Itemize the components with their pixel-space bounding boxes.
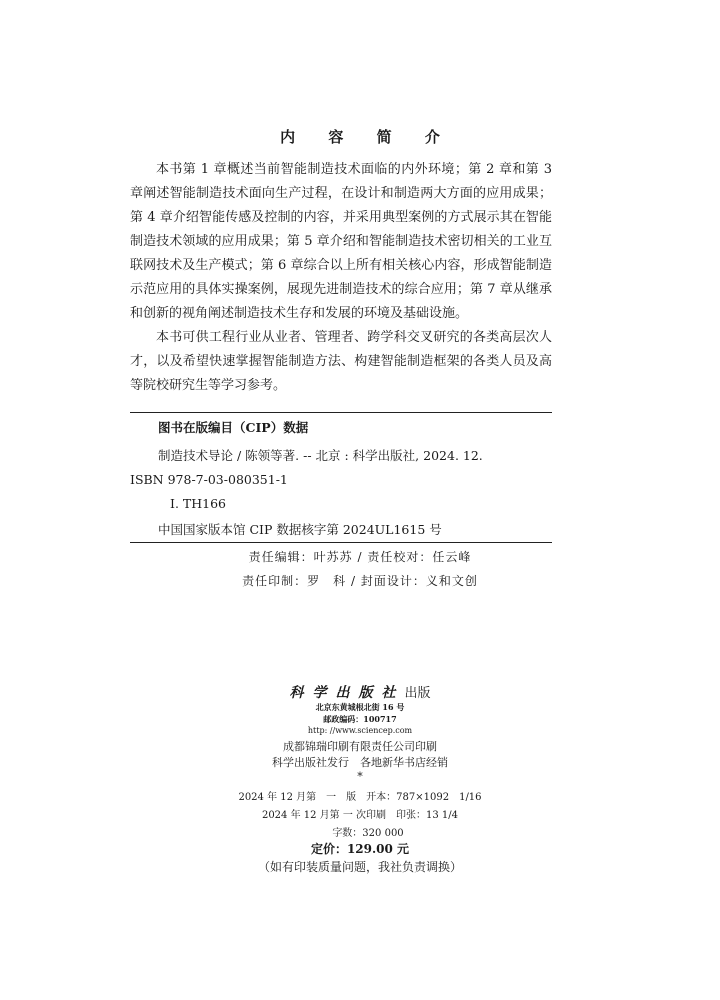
summary-paragraph-audience: 本书可供工程行业从业者、管理者、跨学科交叉研究的各类高层次人才，以及希望快速掌握智能制造方法、构建智能制造框架的各类人员及高等院校研究生等学习参考。 <box>130 330 552 393</box>
word-count: 字数：320 000 <box>332 828 404 839</box>
page-title: 内 容 简 介 <box>280 128 454 146</box>
distribution-line: 科学出版社发行 各地新华书店经销 <box>272 756 448 769</box>
printer-line: 成都锦瑞印刷有限责任公司印刷 <box>283 740 437 753</box>
cip-record-number: 中国国家版本馆 CIP 数据核字第 2024UL1615 号 <box>158 522 442 537</box>
publisher-address: 北京东黄城根北街 16 号 <box>315 702 405 712</box>
separator-star: * <box>357 770 363 783</box>
credits-editors: 责任编辑：叶苏苏 / 责任校对：任云峰 <box>248 550 472 564</box>
cip-bottom-rule <box>130 542 552 543</box>
cip-book-line: 制造技术导论 / 陈领等著. -- 北京 : 科学出版社, 2024. 12. <box>158 448 483 463</box>
edition-line: 2024 年 12 月第 一 版 开本：787×1092 1/16 <box>238 792 482 803</box>
cip-top-rule <box>130 412 552 413</box>
price: 定价：129.00 元 <box>310 842 410 856</box>
cip-classification: Ⅰ. TH166 <box>170 496 226 511</box>
publisher-logo: 科学出版社 <box>289 685 405 701</box>
quality-notice: （如有印装质量问题，我社负责调换） <box>257 860 462 874</box>
content-summary <box>130 158 552 398</box>
publisher-postcode: 邮政编码：100717 <box>323 714 397 724</box>
publisher-line <box>0 682 720 702</box>
publisher-website: http: //www.sciencep.com <box>307 726 413 735</box>
printing-line: 2024 年 12 月第 一 次印刷 印张：13 1/4 <box>261 810 459 821</box>
cip-heading: 图书在版编目（CIP）数据 <box>158 420 309 435</box>
publisher-suffix: 出版 <box>404 686 431 701</box>
credits-production: 责任印制：罗 科 / 封面设计：义和文创 <box>242 574 478 588</box>
summary-paragraph-chapters: 本书第 1 章概述当前智能制造技术面临的内外环境；第 2 章和第 3 章阐述智能制造技术面向生产过程，在设计和制造两大方面的应用成果；第 4 章介绍智能传感及控制的内容，并采用典型案例的方式展示其在智能制造技术领域的应用成果；第 5 章介绍和智能制造技术密切相关的工业互联网技术及生产模式；第 6 章综合以上所有相关核心内容，形成智能制造示范应用的具体实操案例，展现先进制造技术的综合应用；第 7 章从继承和创新的视角阐述制造技术生存和发展的环境及基础设施。 <box>130 162 552 321</box>
cip-isbn: ISBN 978-7-03-080351-1 <box>130 472 288 487</box>
